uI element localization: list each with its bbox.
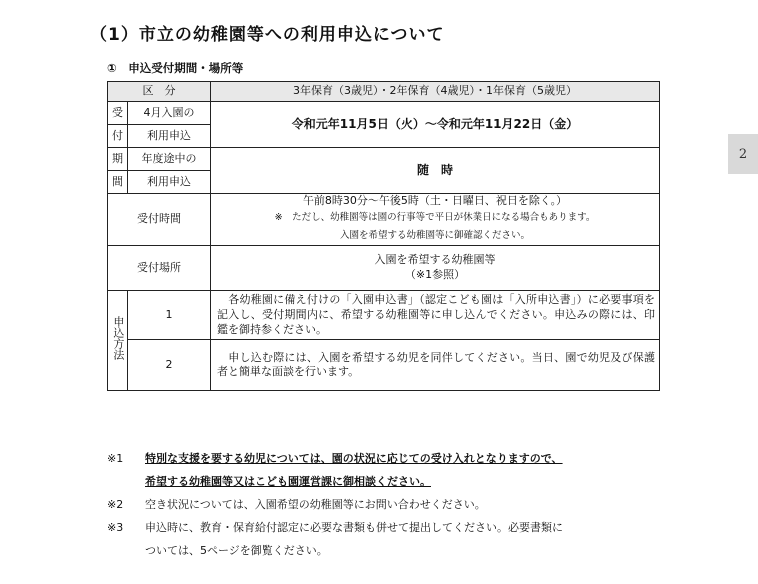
footnote-text: ついては、5ページを御覧ください。 — [145, 544, 328, 557]
april-label: 4月入園の — [128, 102, 211, 125]
subsection-heading: ① 申込受付期間・場所等 — [107, 61, 244, 75]
footnote-text: 特別な支援を要する幼児については、園の状況に応じての受け入れとなりますので、 — [145, 452, 563, 465]
method-label-cell — [108, 290, 128, 391]
hours-value — [211, 194, 660, 246]
footnote — [107, 516, 707, 539]
footnote-mark: ※1 — [107, 452, 124, 465]
footnote — [107, 539, 707, 562]
footnote — [107, 470, 707, 493]
footnote-text: 希望する幼稚園等又はこども園運営課に御相談ください。 — [145, 475, 431, 488]
header-program: 3年保育（3歳児）・2年保育（4歳児）・1年保育（5歳児） — [211, 82, 660, 102]
footnote-mark: ※3 — [107, 521, 124, 534]
application-schedule-table — [107, 81, 660, 391]
table-row — [108, 245, 660, 290]
midyear-label: 年度途中の — [128, 148, 211, 171]
table-row — [108, 194, 660, 246]
hours-note: ※ ただし、幼稚園等は園の行事等で平日が休業日になる場合もあります。 — [274, 211, 596, 223]
table-row — [108, 148, 660, 171]
period-label-char: 間 — [108, 171, 128, 194]
table-row — [108, 340, 660, 391]
page-number-tab: 2 — [728, 134, 758, 174]
method-text: 各幼稚園に備え付けの「入園申込書」（認定こども園は「入所申込書」）に必要事項を記入し、受付期間内に、希望する幼稚園等に申し込んでください。申込みの際には、印鑑を御持参ください。 — [211, 290, 660, 340]
period-label-char: 受 — [108, 102, 128, 125]
table-row — [108, 290, 660, 340]
hours-note: 入園を希望する幼稚園等に御確認ください。 — [340, 229, 531, 241]
period-label-char: 付 — [108, 125, 128, 148]
midyear-period-value: 随 時 — [211, 148, 660, 194]
hours-line: 午前8時30分～午後5時（土・日曜日、祝日を除く。） — [302, 194, 568, 207]
footnote — [107, 447, 707, 470]
method-label: 申込方法 — [111, 316, 125, 361]
table-row — [108, 102, 660, 125]
place-line: 入園を希望する幼稚園等 — [374, 253, 496, 267]
place-label: 受付場所 — [108, 245, 211, 290]
method-number: 2 — [128, 340, 211, 391]
section-heading: （1）市立の幼稚園等への利用申込について — [90, 25, 445, 45]
footnote-text: 空き状況については、入園希望の幼稚園等にお問い合わせください。 — [145, 498, 486, 511]
method-text: 申し込む際には、入園を希望する幼児を同伴してください。当日、園で幼児及び保護者と簡単な面談を行います。 — [211, 340, 660, 391]
footnote — [107, 493, 707, 516]
footnotes — [107, 447, 707, 562]
period-label-char: 期 — [108, 148, 128, 171]
header-division: 区 分 — [108, 82, 211, 102]
footnote-mark: ※2 — [107, 498, 124, 511]
place-value — [211, 245, 660, 290]
place-note: （※1参照） — [404, 267, 466, 281]
method-number: 1 — [128, 290, 211, 340]
april-label: 利用申込 — [128, 125, 211, 148]
april-period-value: 令和元年11月5日（火）～令和元年11月22日（金） — [211, 102, 660, 148]
table-header-row — [108, 82, 660, 102]
midyear-label: 利用申込 — [128, 171, 211, 194]
hours-label: 受付時間 — [108, 194, 211, 246]
footnote-text: 申込時に、教育・保育給付認定に必要な書類も併せて提出してください。必要書類に — [145, 521, 563, 534]
